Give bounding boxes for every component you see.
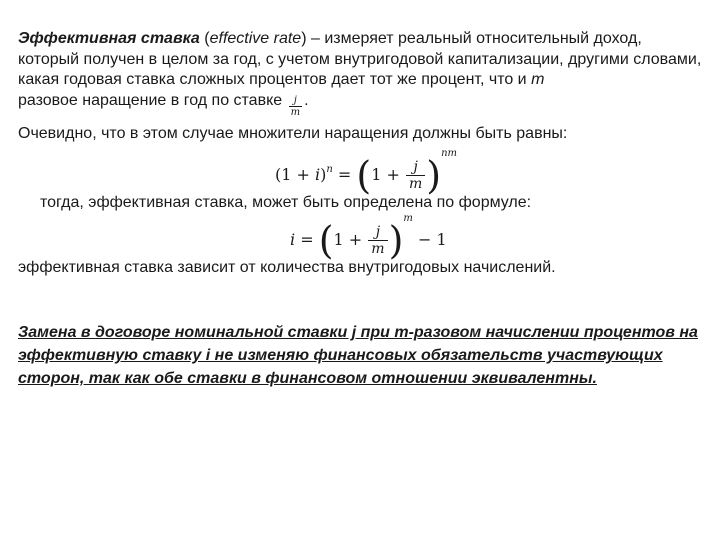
formula1-denominator: m (409, 176, 423, 192)
inline-fraction-denominator: m (290, 106, 301, 118)
formula2-equals: = (295, 230, 319, 249)
intro-line-end: разовое наращение в год по ставке (18, 91, 283, 109)
formula1-left-paren: ( (356, 153, 372, 198)
depends-line: эффективная ставка зависит от количества внутригодовых начислений. (18, 259, 556, 276)
formula1-one-plus: 1 + (371, 165, 405, 184)
formula2-exponent: m (403, 213, 413, 224)
formula1-lhs: (1 + (275, 165, 315, 184)
formula2-denominator: m (371, 241, 385, 257)
term-highlight: Эффективная ставка (18, 30, 200, 47)
formula1-numerator: j (406, 159, 425, 176)
formula1-lhs-close: ) (320, 165, 327, 184)
formula-accumulation (275, 148, 458, 198)
inline-fraction-numerator: j (289, 95, 302, 107)
formula1-right-paren: ) (426, 153, 442, 198)
intro-period: . (304, 91, 309, 109)
formula2-numerator: j (368, 224, 387, 241)
intro-body: ) – измеряет реальный относительный доход, который получен в целом за год, с учетом внутригодовой капитализации, другими словами, какая годовая ставка сложных процентов дает тот же процент, что и (18, 30, 702, 88)
formula1-exponent: nm (441, 148, 458, 159)
inline-fraction (289, 95, 302, 118)
open-paren: ( (199, 30, 210, 47)
formula2-right-paren: ) (388, 218, 404, 263)
then-line: тогда, эффективная ставка, может быть определена по формуле: (40, 194, 532, 211)
formula1-fraction (406, 159, 425, 192)
intro-paragraph (18, 29, 702, 118)
formula2-left-paren: ( (318, 218, 334, 263)
formula2-lhs: i (290, 230, 296, 249)
formula2-fraction (368, 224, 387, 257)
formula2-one-plus: 1 + (333, 230, 368, 249)
term-english: effective rate (209, 30, 302, 47)
formula-effective-rate (290, 213, 447, 263)
obvious-line: Очевидно, что в этом случае множители наращения должны быть равны: (18, 125, 568, 142)
formula1-lhs-i: i (315, 165, 321, 184)
m-variable: m (531, 71, 545, 88)
formula2-minus-one: − 1 (412, 230, 447, 249)
formula1-lhs-exponent: n (326, 164, 333, 175)
formula1-equals: = (332, 165, 357, 184)
conclusion-paragraph: Замена в договоре номинальной ставки j при m-разовом начислении процентов на эффективную ставку i не изменяю финансовых обязательств участвующих сторон, так как обе ставки в финансовом отношении эквивалентны. (18, 324, 698, 387)
